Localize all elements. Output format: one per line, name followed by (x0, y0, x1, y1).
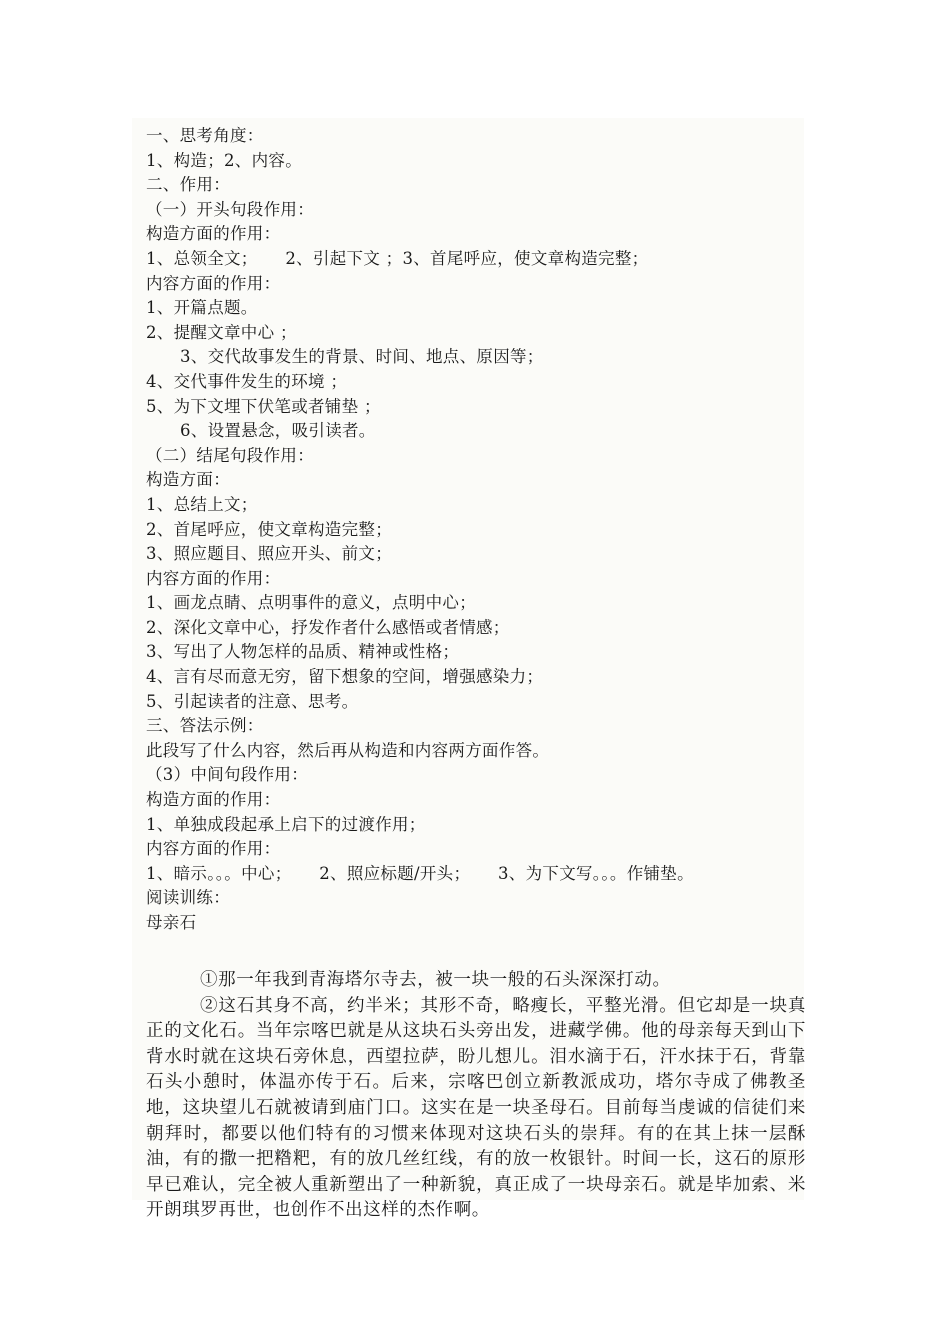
text-line: 此段写了什么内容，然后再从构造和内容两方面作答。 (146, 740, 550, 760)
heading-function: 二、作用： (146, 175, 230, 195)
text-line: 构造方面的作用： (146, 790, 281, 810)
subheading-opening: （一）开头句段作用： (146, 199, 314, 219)
text-line: 4、交代事件发生的环境 ； (146, 371, 348, 391)
text-line: 1、开篇点题。 (146, 298, 258, 318)
text-line: 6、设置悬念，吸引读者。 (180, 421, 376, 441)
passage-body (146, 968, 806, 1224)
text-line: 4、言有尽而意无穷，留下想象的空间，增强感染力； (146, 667, 544, 687)
passage-title: 母亲石 (146, 913, 197, 932)
text-line: 构造方面的作用： (146, 224, 281, 244)
document-body (146, 124, 806, 936)
text-line: 1、构造；2、内容。 (146, 150, 302, 170)
heading-thinking-angle: 一、思考角度： (146, 126, 264, 145)
text-line: 内容方面的作用： (146, 273, 281, 293)
text-line: 3、交代故事发生的背景、时间、地点、原因等； (180, 347, 544, 367)
text-line: 3、照应题目、照应开头、前文； (146, 544, 392, 564)
text-line: 1、单独成段起承上启下的过渡作用； (146, 814, 426, 834)
passage-paragraph-1: ①那一年我到青海塔尔寺去，被一块一般的石头深深打动。 (200, 970, 671, 990)
text-line: 5、为下文埋下伏笔或者铺垫 ； (146, 396, 381, 416)
text-line: 2、深化文章中心，抒发作者什么感悟或者情感； (146, 617, 510, 637)
text-line: 1、总领全文； 2、引起下文 ；3、首尾呼应，使文章构造完整； (146, 248, 649, 268)
text-line: 内容方面的作用： (146, 839, 281, 859)
text-line: 构造方面： (146, 470, 230, 490)
text-line: 2、提醒文章中心 ； (146, 322, 297, 342)
text-line: 5、引起读者的注意、思考。 (146, 691, 359, 711)
text-line: 1、总结上文； (146, 494, 258, 514)
text-line: 内容方面的作用： (146, 568, 281, 588)
text-line: 1、暗示。。。中心； 2、照应标题/开头； 3、为下文写。。。作铺垫。 (146, 863, 694, 883)
passage-paragraph-2: ②这石其身不高，约半米；其形不奇，略瘦长，平整光滑。但它却是一块真正的文化石。当年宗喀巴就是从这块石头旁出发，进藏学佛。他的母亲每天到山下背水时就在这块石旁休息，西望拉萨，盼儿想儿。泪水滴于石，汗水抹于石，背靠石头小憩时，体温亦传于石。后来，宗喀巴创立新教派成功，塔尔寺成了佛教圣地，这块望儿石就被请到庙门口。这实在是一块圣母石。目前每当虔诚的信徒们来朝拜时，都要以他们特有的习惯来体现对这块石头的崇拜。有的在其上抹一层酥油，有的撒一把糌粑，有的放几丝红线，有的放一枚银针。时间一长，这石的原形早已难认，完全被人重新塑出了一种新貌，真正成了一块母亲石。就是毕加索、米开朗琪罗再世，也创作不出这样的杰作啊。 (146, 995, 806, 1221)
subheading-middle: （3）中间句段作用： (146, 765, 308, 785)
heading-answer-example: 三、答法示例： (146, 716, 264, 736)
heading-reading-practice: 阅读训练： (146, 888, 230, 908)
text-line: 2、首尾呼应，使文章构造完整； (146, 519, 392, 539)
subheading-ending: （二）结尾句段作用： (146, 445, 314, 465)
text-line: 1、画龙点睛、点明事件的意义，点明中心； (146, 593, 476, 613)
text-line: 3、写出了人物怎样的品质、精神或性格； (146, 642, 460, 662)
